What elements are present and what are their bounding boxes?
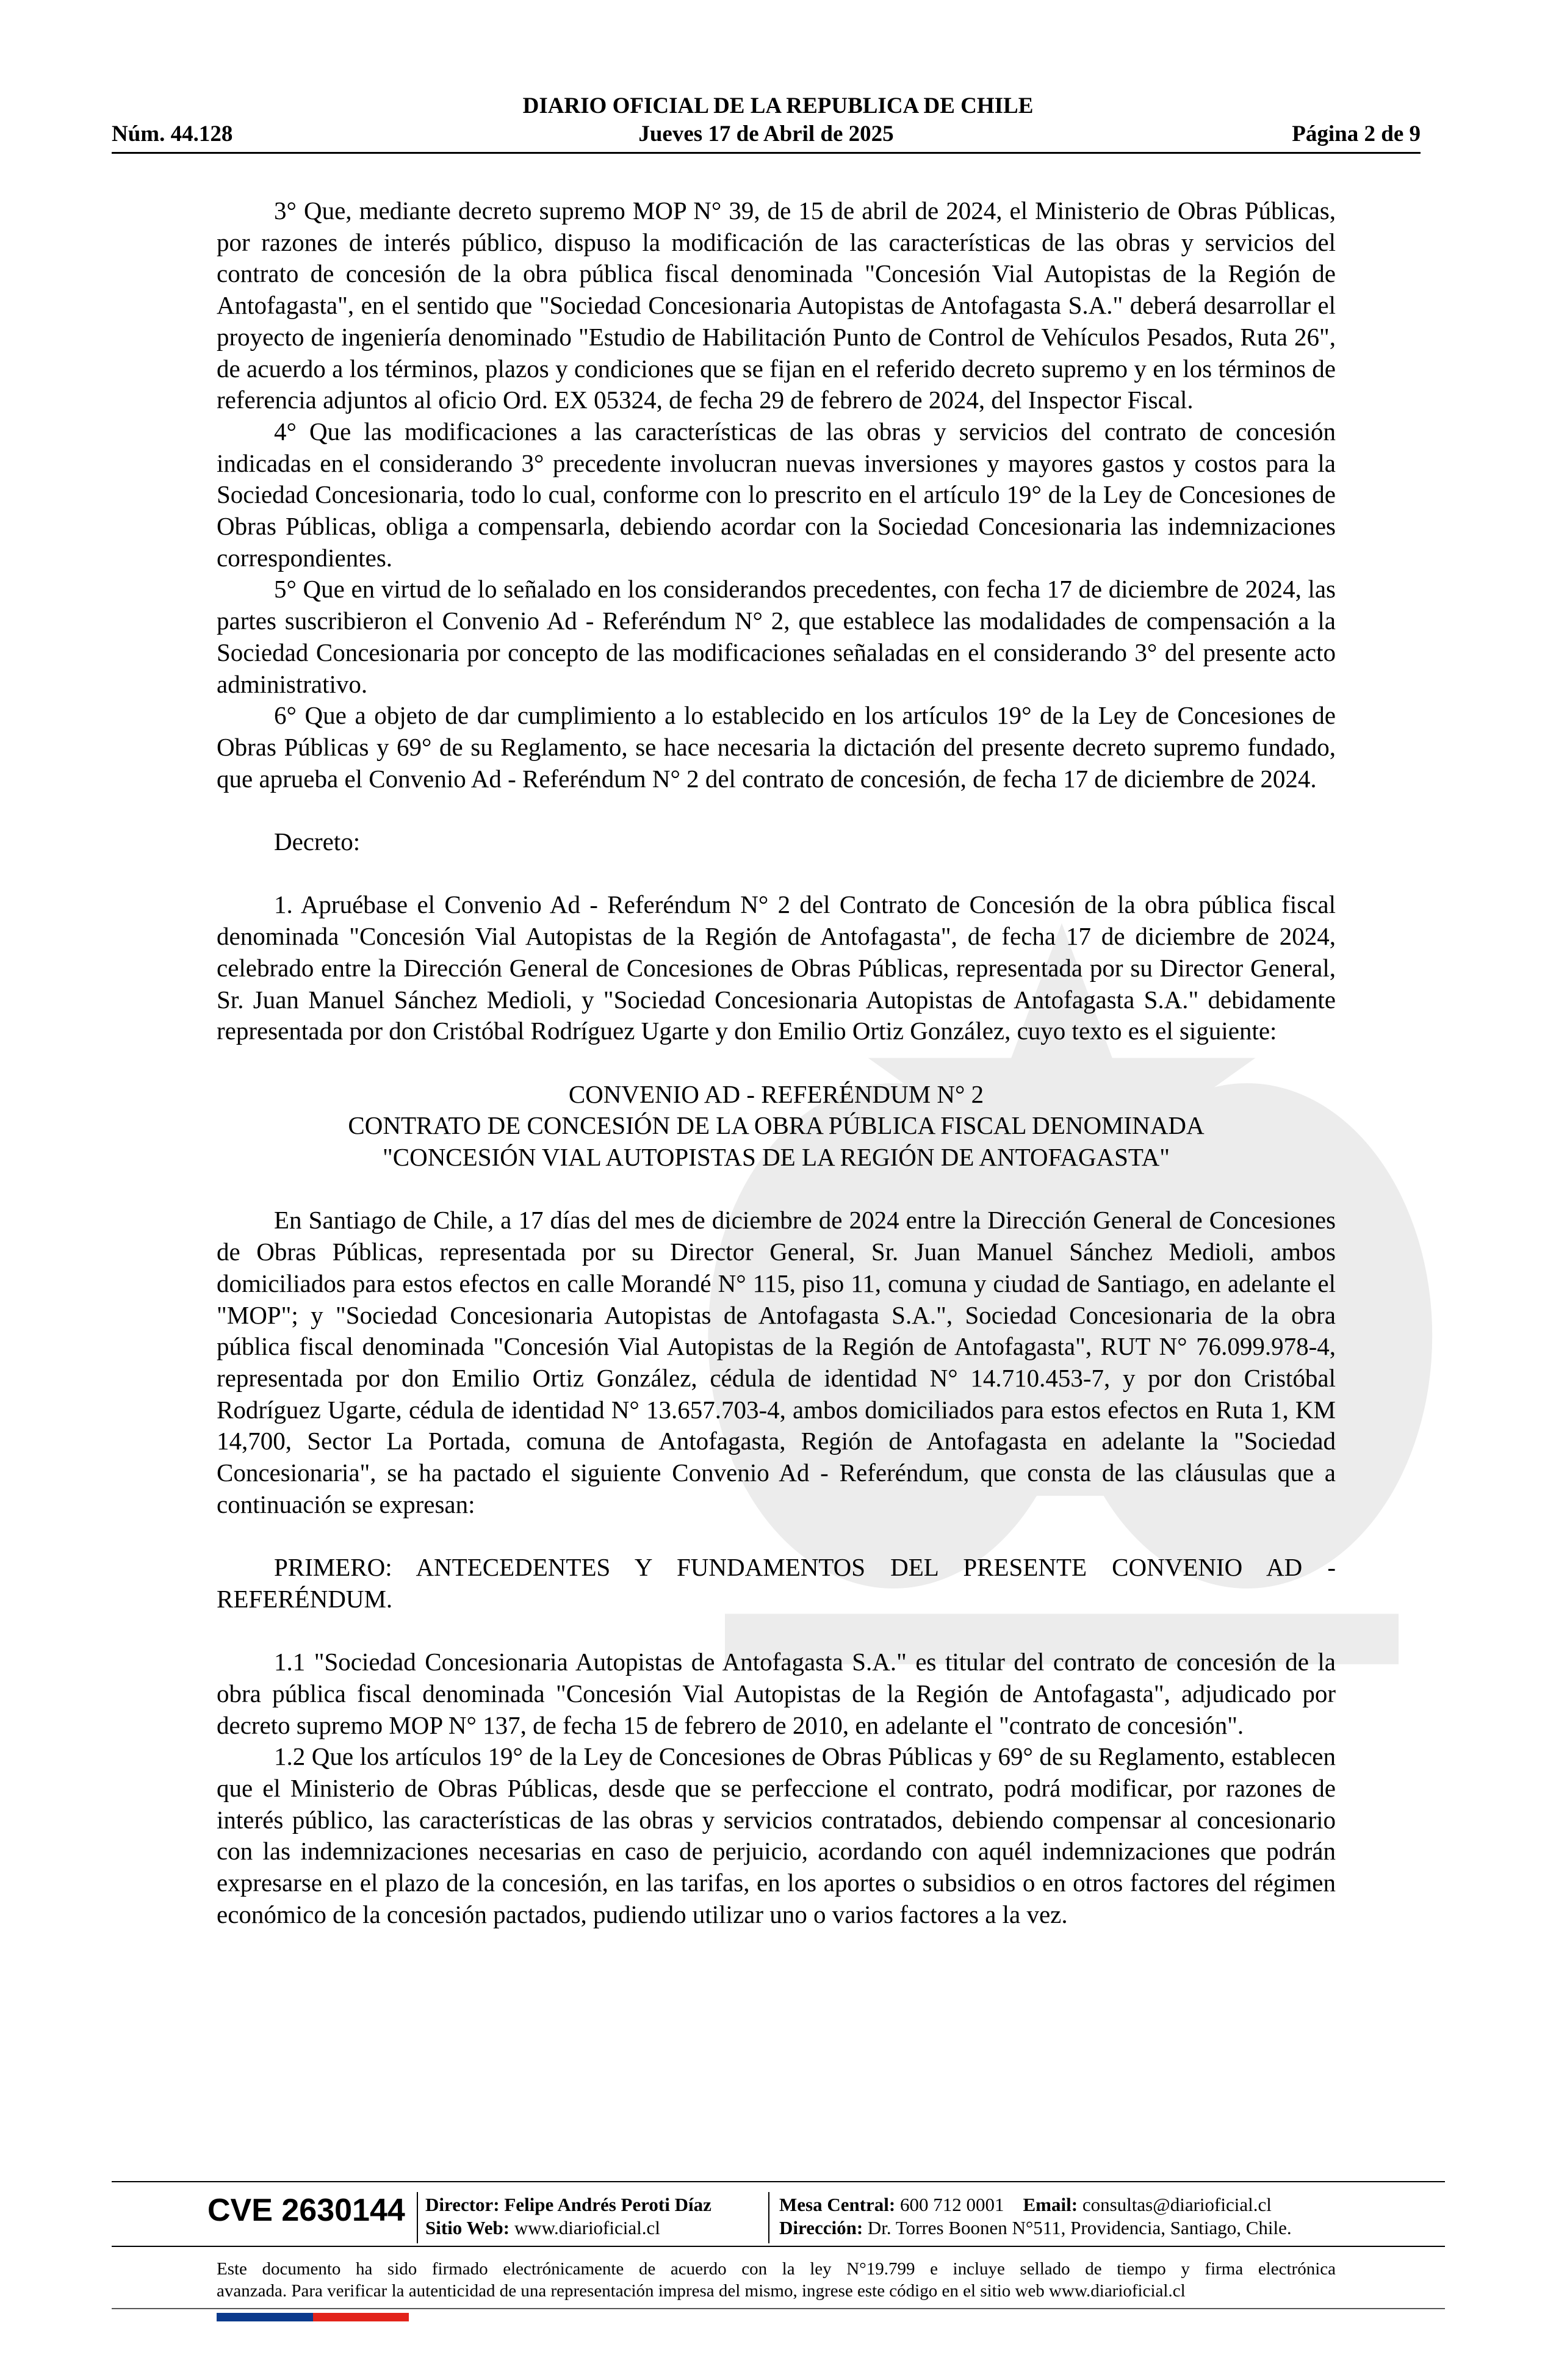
note-line-1: Este documento ha sido firmado electrónicamente de acuerdo con la ley N°19.799 e incluye sellado de tiempo y firma electrónica [217,2259,1336,2279]
director-name: Felipe Andrés Peroti Díaz [504,2194,711,2215]
footer-director-block [425,2193,711,2240]
flag-stripe-blue [217,2313,313,2321]
considerando-6: 6° Que a objeto de dar cumplimiento a lo establecido en los artículos 19° de la Ley de Concesiones de Obras Públicas y 69° de su Reglamento, se hace necesaria la dictación del presente decreto supremo fundado, que aprueba el Convenio Ad - Referéndum N° 2 del contrato de concesión, de fecha 17 de diciembre de 2024. [217,701,1336,793]
cve-code: CVE 2630144 [207,2193,405,2228]
electronic-signature-note [217,2258,1336,2302]
convenio-title-line-2: CONTRATO DE CONCESIÓN DE LA OBRA PÚBLICA FISCAL DENOMINADA [348,1111,1205,1140]
footer-separator [417,2192,418,2243]
decreto-heading: Decreto: [274,828,361,856]
issue-number: Núm. 44.128 [112,121,233,146]
mesa-central-phone: 600 712 0001 [900,2194,1004,2215]
document-body [217,195,1336,1931]
convenio-title-block [217,1079,1336,1174]
email-link[interactable]: consultas@diarioficial.cl [1082,2194,1272,2215]
newspaper-title: DIARIO OFICIAL DE LA REPUBLICA DE CHILE [522,93,1034,118]
section-primero-heading: PRIMERO: ANTECEDENTES Y FUNDAMENTOS DEL PRESENTE CONVENIO AD - REFERÉNDUM. [217,1553,1336,1613]
considerando-4: 4° Que las modificaciones a las características de las obras y servicios del contrato de concesión indicadas en el considerando 3° precedente involucran nuevas inversiones y mayores gastos y costos para la Sociedad Concesionaria, todo lo cual, conforme con lo prescrito en el artículo 19° de la Ley de Concesiones de Obras Públicas, obliga a compensarla, debiendo acordar con la Sociedad Concesionaria las indemnizaciones correspondientes. [217,417,1336,572]
email-label: Email: [1023,2194,1078,2215]
considerando-3: 3° Que, mediante decreto supremo MOP N° 39, de 15 de abril de 2024, el Ministerio de Obras Públicas, por razones de interés público, dispuso la modificación de las características de las obras y servicios del contrato de concesión de la obra pública fiscal denominada "Concesión Vial Autopistas de la Región de Antofagasta", en el sentido que "Sociedad Concesionaria Autopistas de Antofagasta S.A." deberá desarrollar el proyecto de ingeniería denominado "Estudio de Habilitación Punto de Control de Vehículos Pesados, Ruta 26", de acuerdo a los términos, plazos y condiciones que se fijan en el referido decreto supremo y en los términos de referencia adjuntos al oficio Ord. EX 05324, de fecha 29 de febrero de 2024, del Inspector Fiscal. [217,197,1336,414]
clause-1-1: 1.1 "Sociedad Concesionaria Autopistas de Antofagasta S.A." es titular del contrato de concesión de la obra pública fiscal denominada "Concesión Vial Autopistas de la Región de Antofagasta", adjudicado por decreto supremo MOP N° 137, de fecha 15 de febrero de 2010, en adelante el "contrato de concesión". [217,1648,1336,1739]
website-label: Sitio Web: [425,2217,510,2238]
address-label: Dirección: [779,2217,863,2238]
convenio-title-line-1: CONVENIO AD - REFERÉNDUM N° 2 [568,1080,984,1108]
decreto-article-1: 1. Apruébase el Convenio Ad - Referéndum N° 2 del Contrato de Concesión de la obra pública fiscal denominada "Concesión Vial Autopistas de la Región de Antofagasta", de fecha 17 de diciembre de 2024, celebrado entre la Dirección General de Concesiones de Obras Públicas, representada por su Director General, Sr. Juan Manuel Sánchez Medioli, y "Sociedad Concesionaria Autopistas de Antofagasta S.A." debidamente representada por don Cristóbal Rodríguez Ugarte y don Emilio Ortiz González, cuyo texto es el siguiente: [217,890,1336,1045]
convenio-title-line-3: "CONCESIÓN VIAL AUTOPISTAS DE LA REGIÓN DE ANTOFAGASTA" [383,1143,1170,1172]
clause-1-2: 1.2 Que los artículos 19° de la Ley de Concesiones de Obras Públicas y 69° de su Reglamento, establecen que el Ministerio de Obras Públicas, desde que se perfeccione el contrato, podrá modificar, por razones de interés público, las características de las obras y servicios contratados, debiendo compensar al concesionario con las indemnizaciones necesarias en caso de perjuicio, acordando con aquél indemnizaciones que podrán expresarse en el plazo de la concesión, en las tarifas, en los aportes o subsidios o en otros factores del régimen económico de la concesión pactados, pudiendo utilizar uno o varios factores a la vez. [217,1742,1336,1928]
footer-divider-middle [112,2246,1445,2247]
note-line-2: avanzada. Para verificar la autenticidad de una representación impresa del mismo, ingrese este código en el sitio web www.diarioficial.cl [217,2281,1186,2301]
convenio-preamble: En Santiago de Chile, a 17 días del mes de diciembre de 2024 entre la Dirección General de Concesiones de Obras Públicas, representada por su Director General, Sr. Juan Manuel Sánchez Medioli, ambos domiciliados para estos efectos en calle Morandé N° 115, piso 11, comuna y ciudad de Santiago, en adelante el "MOP"; y "Sociedad Concesionaria Autopistas de Antofagasta S.A.", Sociedad Concesionaria de la obra pública fiscal denominada "Concesión Vial Autopistas de la Región de Antofagasta", RUT N° 76.099.978-4, representada por don Emilio Ortiz González, cédula de identidad N° 14.710.453-7, y por don Cristóbal Rodríguez Ugarte, cédula de identidad N° 13.657.703-4, ambos domiciliados para estos efectos en Ruta 1, KM 14,700, Sector La Portada, comuna de Antofagasta, Región de Antofagasta en adelante la "Sociedad Concesionaria", se ha pactado el siguiente Convenio Ad - Referéndum, que consta de las cláusulas que a continuación se expresan: [217,1206,1336,1518]
header-divider [112,152,1421,154]
footer-divider-bottom [112,2308,1445,2309]
footer-contact-block [779,2193,1292,2240]
flag-stripe-red [313,2313,409,2321]
issue-date: Jueves 17 de Abril de 2025 [638,121,894,146]
mesa-central-label: Mesa Central: [779,2194,896,2215]
address-value: Dr. Torres Boonen N°511, Providencia, Santiago, Chile. [867,2217,1292,2238]
website-link[interactable]: www.diarioficial.cl [514,2217,660,2238]
footer-separator [768,2192,769,2243]
considerando-5: 5° Que en virtud de lo señalado en los considerandos precedentes, con fecha 17 de diciembre de 2024, las partes suscribieron el Convenio Ad - Referéndum N° 2, que establece las modalidades de compensación a la Sociedad Concesionaria por concepto de las modificaciones señaladas en el considerando 3° del presente acto administrativo. [217,575,1336,698]
header-row [112,121,1421,149]
footer-divider-top [112,2181,1445,2182]
director-label: Director: [425,2194,500,2215]
page-number: Página 2 de 9 [1292,121,1421,146]
